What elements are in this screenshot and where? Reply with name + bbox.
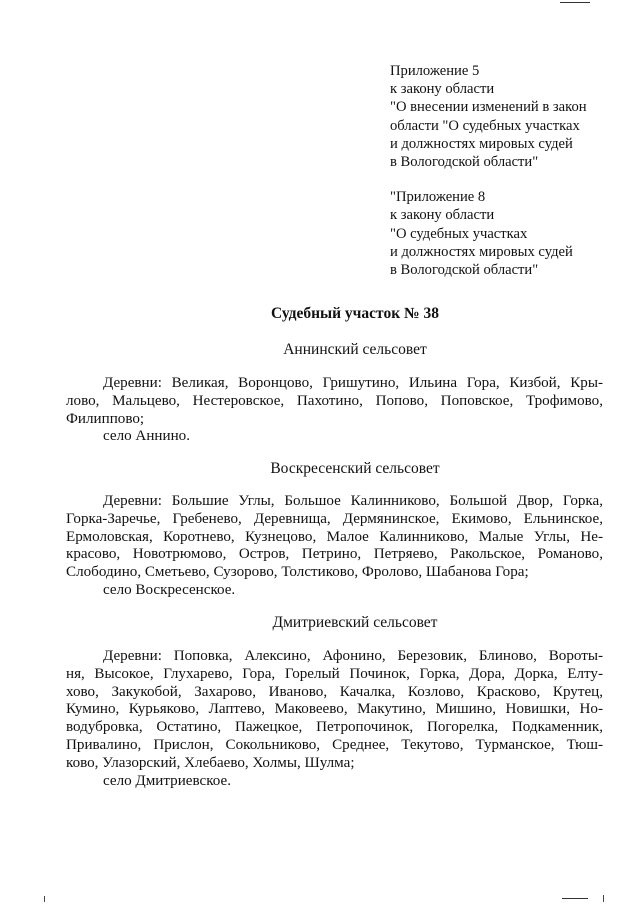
section-heading: Дмитриевский сельсовет [272, 614, 438, 631]
paragraph-line: Привалино, Прислон, Сокольниково, Среднее, Текутово, Турманское, Тюш- [66, 736, 603, 753]
paragraph-line: ково, Улазорский, Хлебаево, Холмы, Шулма; [66, 754, 355, 771]
appendix-line: и должностях мировых судей [390, 243, 573, 260]
appendix-line: "О внесении изменений в закон [390, 99, 587, 116]
section-heading: Аннинский сельсовет [283, 341, 427, 358]
scan-mark-top [560, 2, 590, 3]
section-heading: Воскресенский сельсовет [270, 460, 440, 477]
paragraph-line: Филиппово; [66, 410, 145, 427]
paragraph-line: Деревни: Поповка, Алексино, Афонино, Березовик, Блиново, Вороты- [103, 648, 603, 664]
paragraph-line: хово, Закукобой, Захарово, Иваново, Качалка, Козлово, Красково, Крутец, [66, 683, 603, 700]
scan-mark-right [603, 895, 604, 902]
appendix-line: к закону области [390, 81, 495, 98]
scan-mark-bottom [562, 898, 588, 899]
paragraph-line: красово, Новотрюмово, Остров, Петрино, Петряево, Ракольское, Романово, [66, 546, 603, 563]
paragraph-line: Слободино, Сметьево, Сузорово, Толстиково, Фролово, Шабанова Гора; [66, 564, 529, 581]
section-paragraph [66, 493, 603, 600]
document-title: Судебный участок № 38 [271, 305, 439, 322]
appendix-line: в Вологодской области" [390, 262, 539, 279]
appendix-line: Приложение 5 [390, 63, 480, 79]
appendix-line: к закону области [390, 207, 495, 224]
village-line: село Аннино. [103, 428, 190, 445]
paragraph-line: Деревни: Большие Углы, Большое Калинниково, Большой Двор, Горка, [103, 493, 603, 509]
appendix-line: в Вологодской области" [390, 154, 539, 171]
appendix-line: области "О судебных участках [390, 117, 580, 134]
appendix-line: "О судебных участках [390, 225, 528, 242]
scan-mark-left [44, 896, 45, 902]
paragraph-line: Ермоловская, Коротнево, Кузнецово, Малое Калинниково, Малые Углы, Не- [66, 528, 603, 545]
paragraph-line: лово, Мальцево, Нестеровское, Пахотино, Попово, Поповское, Трофимово, [66, 392, 603, 409]
paragraph-line: Кумино, Курьяково, Лаптево, Маковеево, Макутино, Мишино, Новишки, Но- [66, 701, 603, 718]
paragraph-line: Деревни: Великая, Воронцово, Гришутино, Ильина Гора, Кизбой, Кры- [103, 375, 603, 391]
section-paragraph [66, 648, 603, 790]
paragraph-line: ня, Высокое, Глухарево, Гора, Горелый Починок, Горка, Дора, Дорка, Елту- [66, 665, 603, 682]
section-paragraph [66, 375, 603, 446]
village-line: село Дмитриевское. [103, 772, 231, 789]
appendix-header [390, 62, 630, 279]
village-line: село Воскресенское. [103, 581, 236, 598]
appendix-line: "Приложение 8 [390, 189, 486, 206]
paragraph-line: водубровка, Остатино, Пажецкое, Петропочинок, Погорелка, Подкаменник, [66, 719, 603, 736]
appendix-line: и должностях мировых судей [390, 135, 573, 152]
paragraph-line: Горка-Заречье, Гребенево, Деревнища, Дермянинское, Екимово, Ельнинское, [66, 510, 603, 527]
